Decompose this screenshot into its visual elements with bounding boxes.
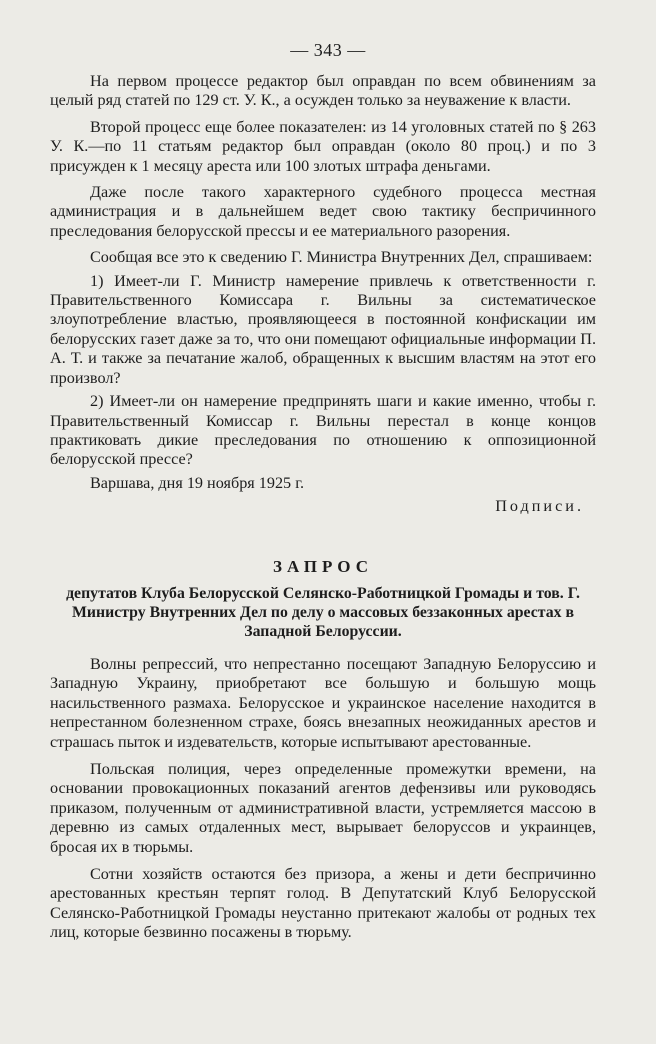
section-body <box>50 655 596 943</box>
dateline: Варшава, дня 19 ноября 1925 г. <box>90 473 305 492</box>
page-number: — 343 — <box>290 40 366 60</box>
section-title: ЗАПРОС <box>272 556 374 576</box>
question-item: 2) Имеет-ли он намерение предпринять шаги и какие именно, чтобы г. Правительственный Комиссар г. Вильны перестал в конце концов практиковать дикие преследования по отношению к оппозиционной белорусской прессе? <box>50 392 596 469</box>
body-text <box>50 72 596 951</box>
paragraph: Сотни хозяйств остаются без призора, а жены и дети беспричинно арестованных крестьян терпят голод. В Депутатский Клуб Белорусской Селянско-Работницкой Громады неустанно притекают жалобы от родных тех лиц, которые безвинно посажены в тюрьму. <box>50 865 596 942</box>
paragraph: Польская полиция, через определенные промежутки времени, на основании провокационных показаний агентов дефензивы или руководясь приказом, полученным от административной власти, устремляется массою в деревню из самых отдаленных мест, вырывает белоруссов и украинцев, бросая их в тюрьмы. <box>50 759 596 856</box>
paragraph: Даже после такого характерного судебного процесса местная администрация и в дальнейшем ведет свою тактику беспричинного преследования белорусской прессы и ее материального разорения. <box>50 183 596 240</box>
paragraph: Волны репрессий, что непрестанно посещают Западную Белоруссию и Западную Украину, приобретают все большую и большую мощь насильственного размаха. Белорусское и украинское население находится в непрестанном болезненном страхе, боясь внезапных неожиданных арестов и страшась пыток и издевательств, которые испытывают арестованные. <box>50 654 596 751</box>
section-subtitle: депутатов Клуба Белорусской Селянско-Работницкой Громады и тов. Г. Министру Внутренних Дел по делу о массовых беззаконных арестах в Западной Белоруссии. <box>66 584 580 640</box>
paragraph: На первом процессе редактор был оправдан по всем обвинениям за целый ряд статей по 129 ст. У. К., а осужден только за неуважение к власти. <box>50 72 596 110</box>
question-item: 1) Имеет-ли Г. Министр намерение привлечь к ответственности г. Правительственного Комиссара г. Вильны за систематическое злоупотребление властью, проявляющееся в постоянной конфискации им белорусских газет даже за то, что они помещают официальные информации П. А. Т. и также за печатание жалоб, обращенных к высшим властям на этот его произвол? <box>50 271 596 387</box>
signatures: Подписи. <box>495 497 584 516</box>
paragraph: Сообщая все это к сведению Г. Министра Внутренних Дел, спрашиваем: <box>90 248 593 267</box>
paragraph: Второй процесс еще более показателен: из 14 уголовных статей по § 263 У. К.—по 11 статьям редактор был оправдан (около 80 проц.) и по 3 присужден к 1 месяцу ареста или 100 злотых штрафа деньгами. <box>50 117 596 175</box>
